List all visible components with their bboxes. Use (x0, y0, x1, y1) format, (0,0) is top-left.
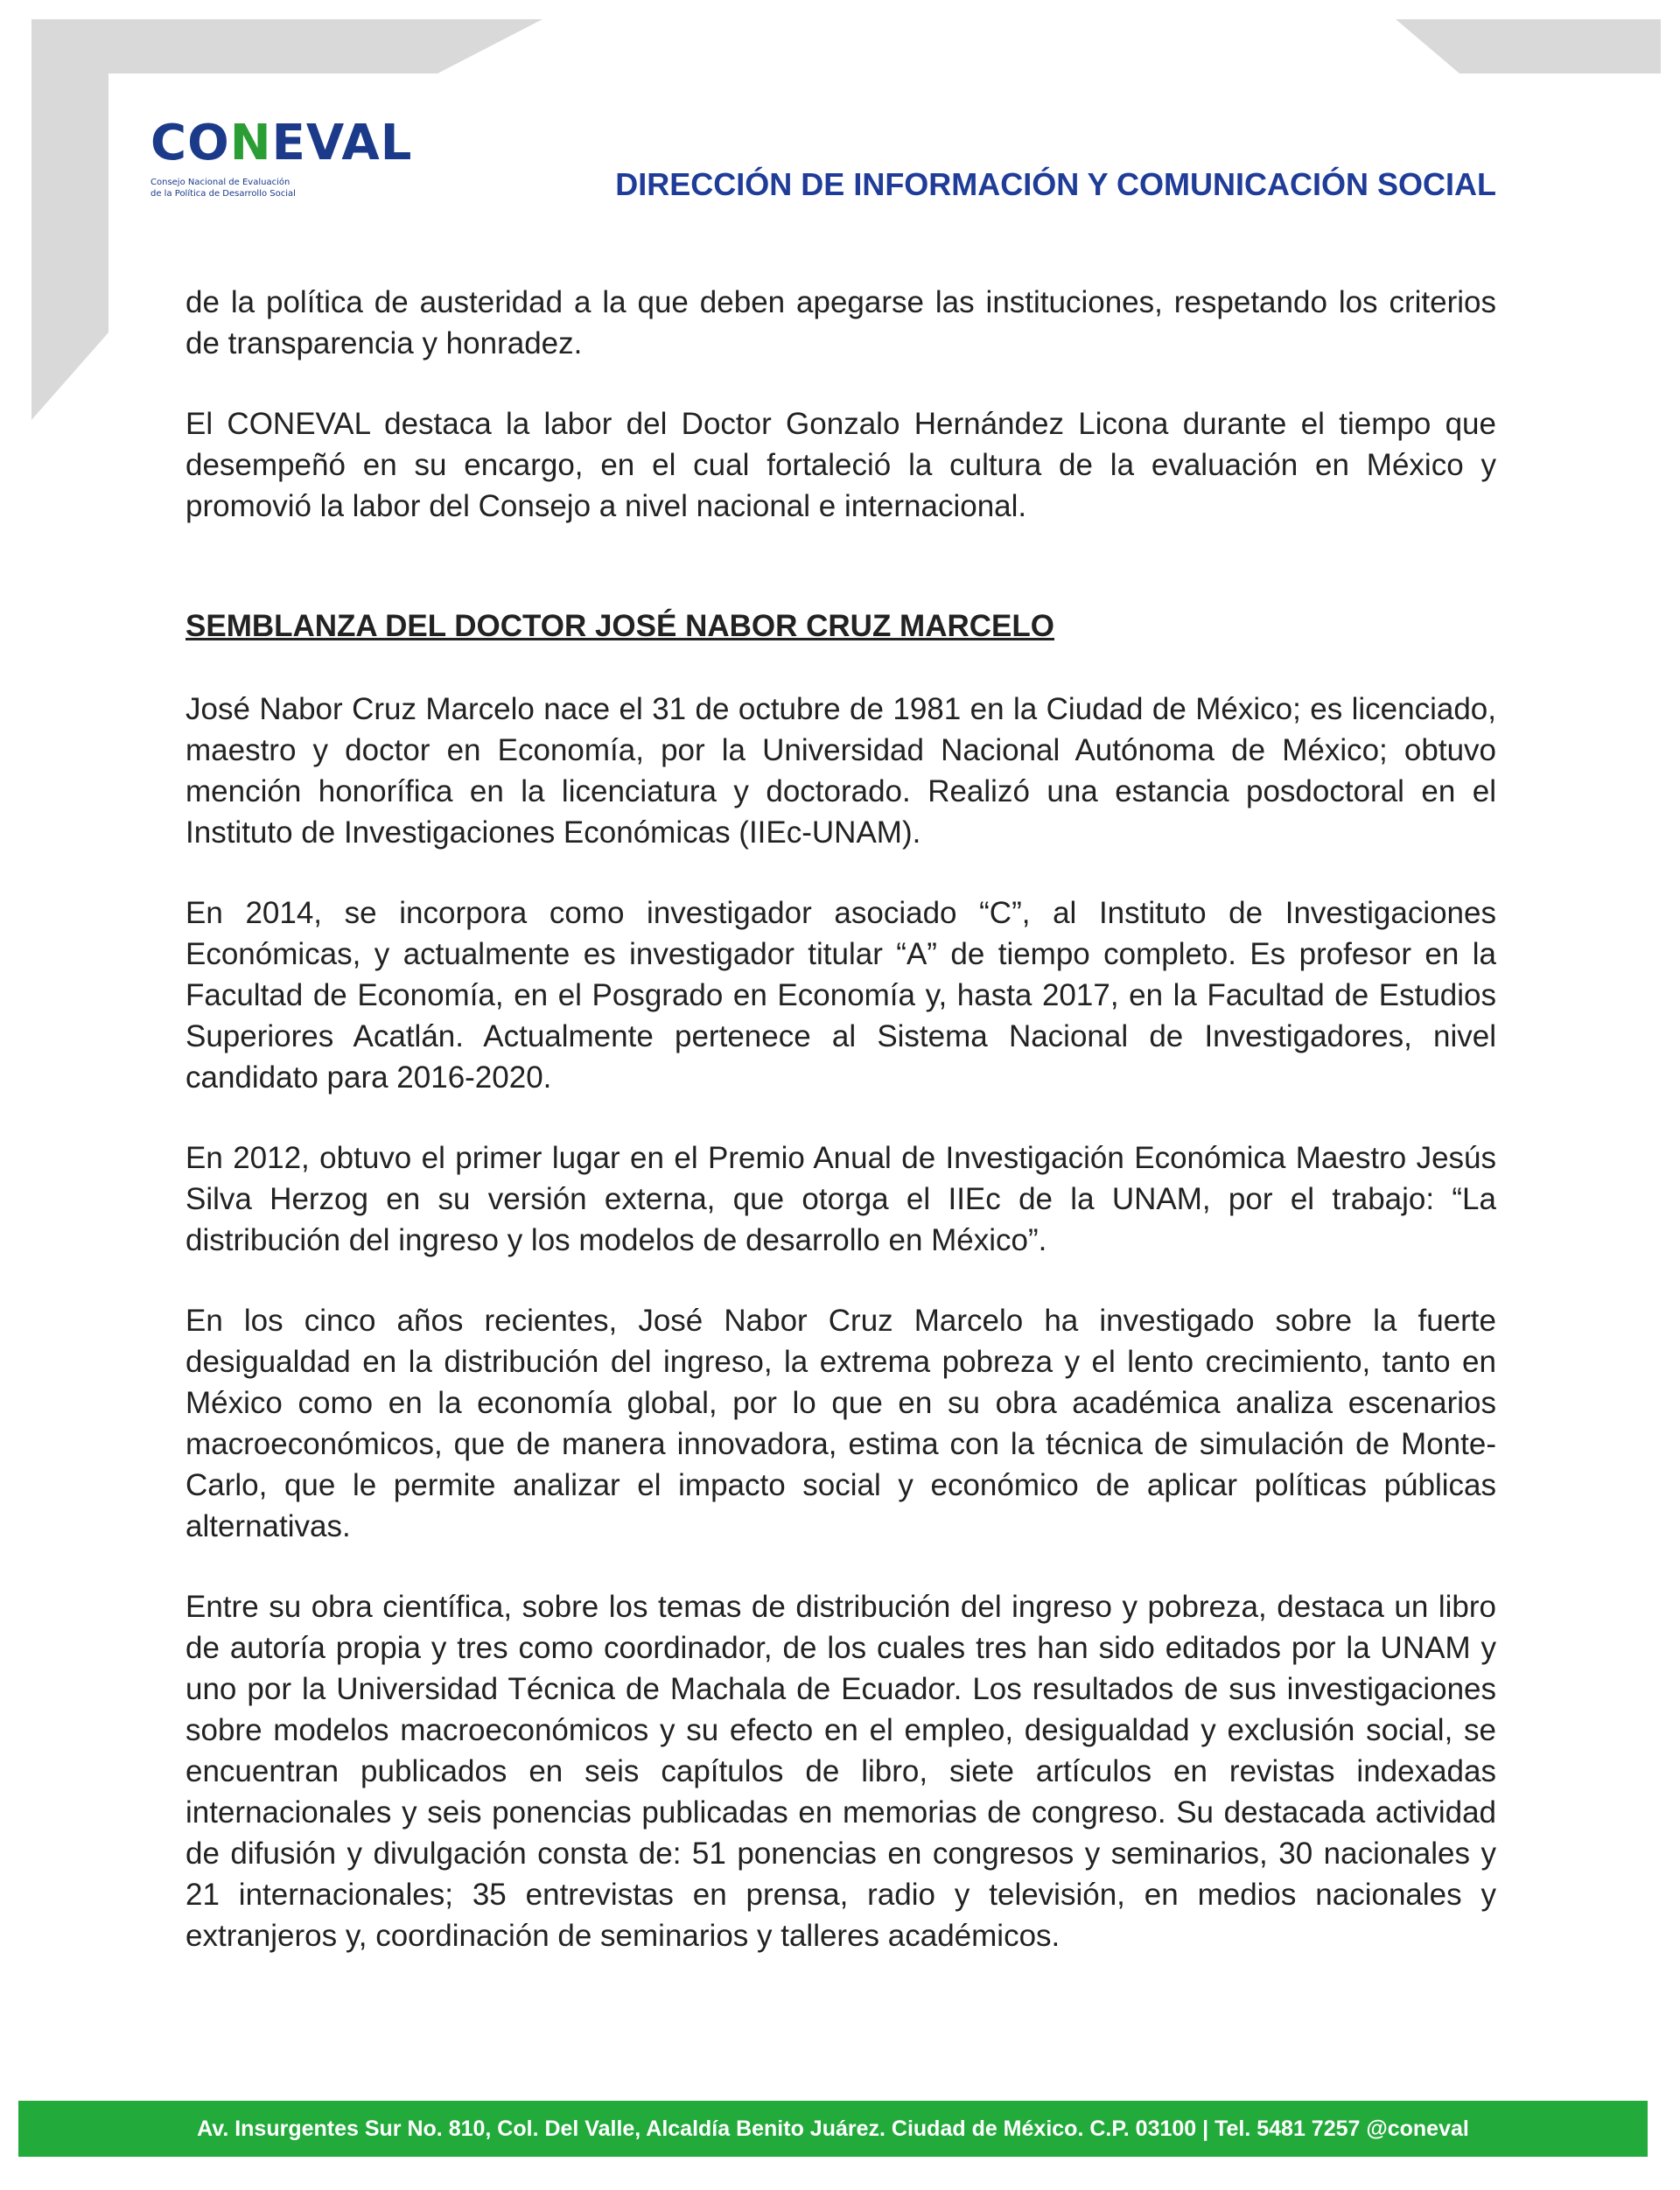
section-heading: SEMBLANZA DEL DOCTOR JOSÉ NABOR CRUZ MARCELO (186, 609, 1054, 643)
logo-subtitle-line2: de la Política de Desarrollo Social (150, 189, 296, 199)
coneval-logo (150, 115, 413, 199)
paragraph-coneval-tribute: El CONEVAL destaca la labor del Doctor Gonzalo Hernández Licona durante el tiempo que desempeñó en su encargo, en el cual fortaleció la cultura de la evaluación en México y promovió la labor del Consejo a nivel nacional e internacional. (186, 407, 1496, 523)
paragraph-bio-research: En los cinco años recientes, José Nabor Cruz Marcelo ha investigado sobre la fuerte desigualdad en la distribución del ingreso, la extrema pobreza y el lento crecimiento, tanto en México como en la economía global, por lo que en su obra académica analiza escenarios macroeconómicos, que de manera innovadora, estima con la técnica de simulación de Monte-Carlo, que le permite analizar el impacto social y económico de aplicar políticas públicas alternativas. (186, 1304, 1496, 1543)
paragraph-bio-award: En 2012, obtuvo el primer lugar en el Premio Anual de Investigación Económica Maestro Jesús Silva Herzog en su versión externa, que otorga el IIEc de la UNAM, por el trabajo: “La distribución del ingreso y los modelos de desarrollo en México”. (186, 1141, 1496, 1257)
footer-address: Av. Insurgentes Sur No. 810, Col. Del Valle, Alcaldía Benito Juárez. Ciudad de México. C.P. 03100 | Tel. 5481 7257 @coneval (197, 2116, 1469, 2141)
logo-subtitle-line1: Consejo Nacional de Evaluación (150, 178, 290, 187)
paragraph-austerity: de la política de austeridad a la que deben apegarse las instituciones, respetando los criterios de transparencia y honradez. (186, 285, 1496, 360)
paragraph-bio-career: En 2014, se incorpora como investigador asociado “C”, al Instituto de Investigaciones Económicas, y actualmente es investigador titular “A” de tiempo completo. Es profesor en la Facultad de Economía, en el Posgrado en Economía y, hasta 2017, en la Facultad de Estudios Superiores Acatlán. Actualmente pertenece al Sistema Nacional de Investigadores, nivel candidato para 2016-2020. (186, 896, 1496, 1095)
logo-wordmark: CONEVAL (150, 115, 413, 171)
document-body (186, 282, 1496, 1996)
footer-address-bar (18, 2101, 1648, 2157)
paragraph-bio-publications: Entre su obra científica, sobre los temas de distribución del ingreso y pobreza, destaca un libro de autoría propia y tres como coordinador, de los cuales tres han sido editados por la UNAM y uno por la Universidad Técnica de Machala de Ecuador. Los resultados de sus investigaciones sobre modelos macroeconómicos y su efecto en el empleo, desigualdad y exclusión social, se encuentran publicados en seis capítulos de libro, siete artículos en revistas indexadas internacionales y seis ponencias publicadas en memorias de congreso. Su destacada actividad de difusión y divulgación consta de: 51 ponencias en congresos y seminarios, 30 nacionales y 21 internacionales; 35 entrevistas en prensa, radio y televisión, en medios nacionales y extranjeros y, coordinación de seminarios y talleres académicos. (186, 1590, 1496, 1953)
header-title: DIRECCIÓN DE INFORMACIÓN Y COMUNICACIÓN SOCIAL (615, 166, 1496, 202)
paragraph-bio-birth: José Nabor Cruz Marcelo nace el 31 de octubre de 1981 en la Ciudad de México; es licenciado, maestro y doctor en Economía, por la Universidad Nacional Autónoma de México; obtuvo mención honorífica en la licenciatura y doctorado. Realizó una estancia posdoctoral en el Instituto de Investigaciones Económicas (IIEc-UNAM). (186, 692, 1496, 850)
